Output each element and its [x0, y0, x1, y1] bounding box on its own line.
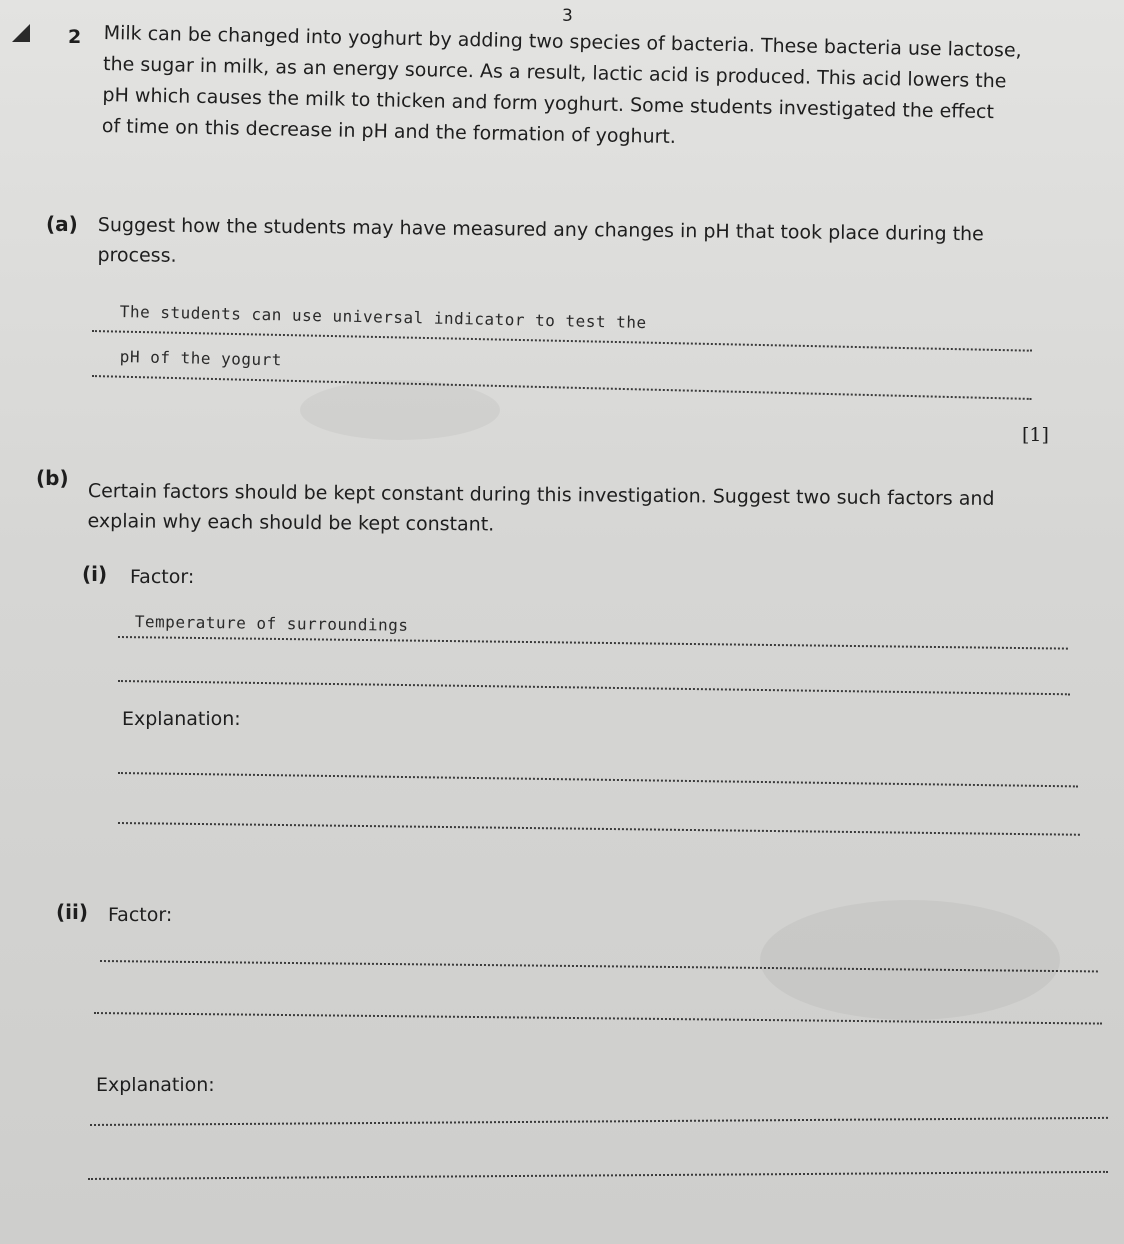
answer-line[interactable] [88, 1171, 1108, 1180]
part-a-answer-line-1[interactable]: The students can use universal indicator to test the [119, 302, 647, 333]
part-a-label: (a) [46, 212, 78, 236]
stem-line: of time on this decrease in pH and the formation of yoghurt. [101, 114, 677, 148]
answer-line[interactable] [92, 375, 1032, 400]
sub-i-explanation-label: Explanation: [122, 708, 241, 730]
stem-line: pH which causes the milk to thicken and form yoghurt. Some students investigated the effect [102, 83, 995, 124]
part-a-answer-line-2[interactable]: pH of the yogurt [119, 347, 283, 370]
answer-line[interactable] [90, 1117, 1108, 1126]
stem-line: Milk can be changed into yoghurt by adding two species of bacteria. These bacteria use lactose, [103, 21, 1022, 62]
question-stem [102, 18, 1054, 160]
question-number: 2 [68, 26, 82, 48]
sub-i-factor-answer[interactable]: Temperature of surroundings [134, 612, 409, 635]
sub-i-label: (i) [82, 562, 108, 586]
answer-line[interactable] [118, 822, 1080, 836]
sub-ii-factor-label: Factor: [108, 904, 173, 926]
answer-line[interactable] [118, 636, 1068, 650]
sub-ii-label: (ii) [56, 900, 88, 924]
answer-line[interactable] [118, 680, 1070, 695]
part-a-question-line: Suggest how the students may have measured any changes in pH that took place during the [97, 213, 984, 246]
part-a-marks: [1] [1022, 424, 1049, 446]
part-b-label: (b) [36, 466, 69, 490]
part-b-question-line: explain why each should be kept constant. [87, 509, 495, 536]
stem-line: the sugar in milk, as an energy source. As a result, lactic acid is produced. This acid lowers the [102, 52, 1007, 93]
paper-shadow [760, 900, 1060, 1020]
corner-registration-icon [10, 22, 32, 44]
part-b-question [87, 476, 1067, 545]
sub-ii-explanation-label: Explanation: [96, 1074, 215, 1096]
part-a-question [97, 210, 1058, 280]
part-a-question-line: process. [97, 243, 177, 267]
page-number: 3 [562, 6, 573, 26]
paper-shadow [300, 380, 500, 440]
sub-i-factor-label: Factor: [130, 566, 195, 588]
answer-line[interactable] [118, 772, 1078, 787]
part-b-question-line: Certain factors should be kept constant during this investigation. Suggest two such factors and [87, 479, 995, 510]
